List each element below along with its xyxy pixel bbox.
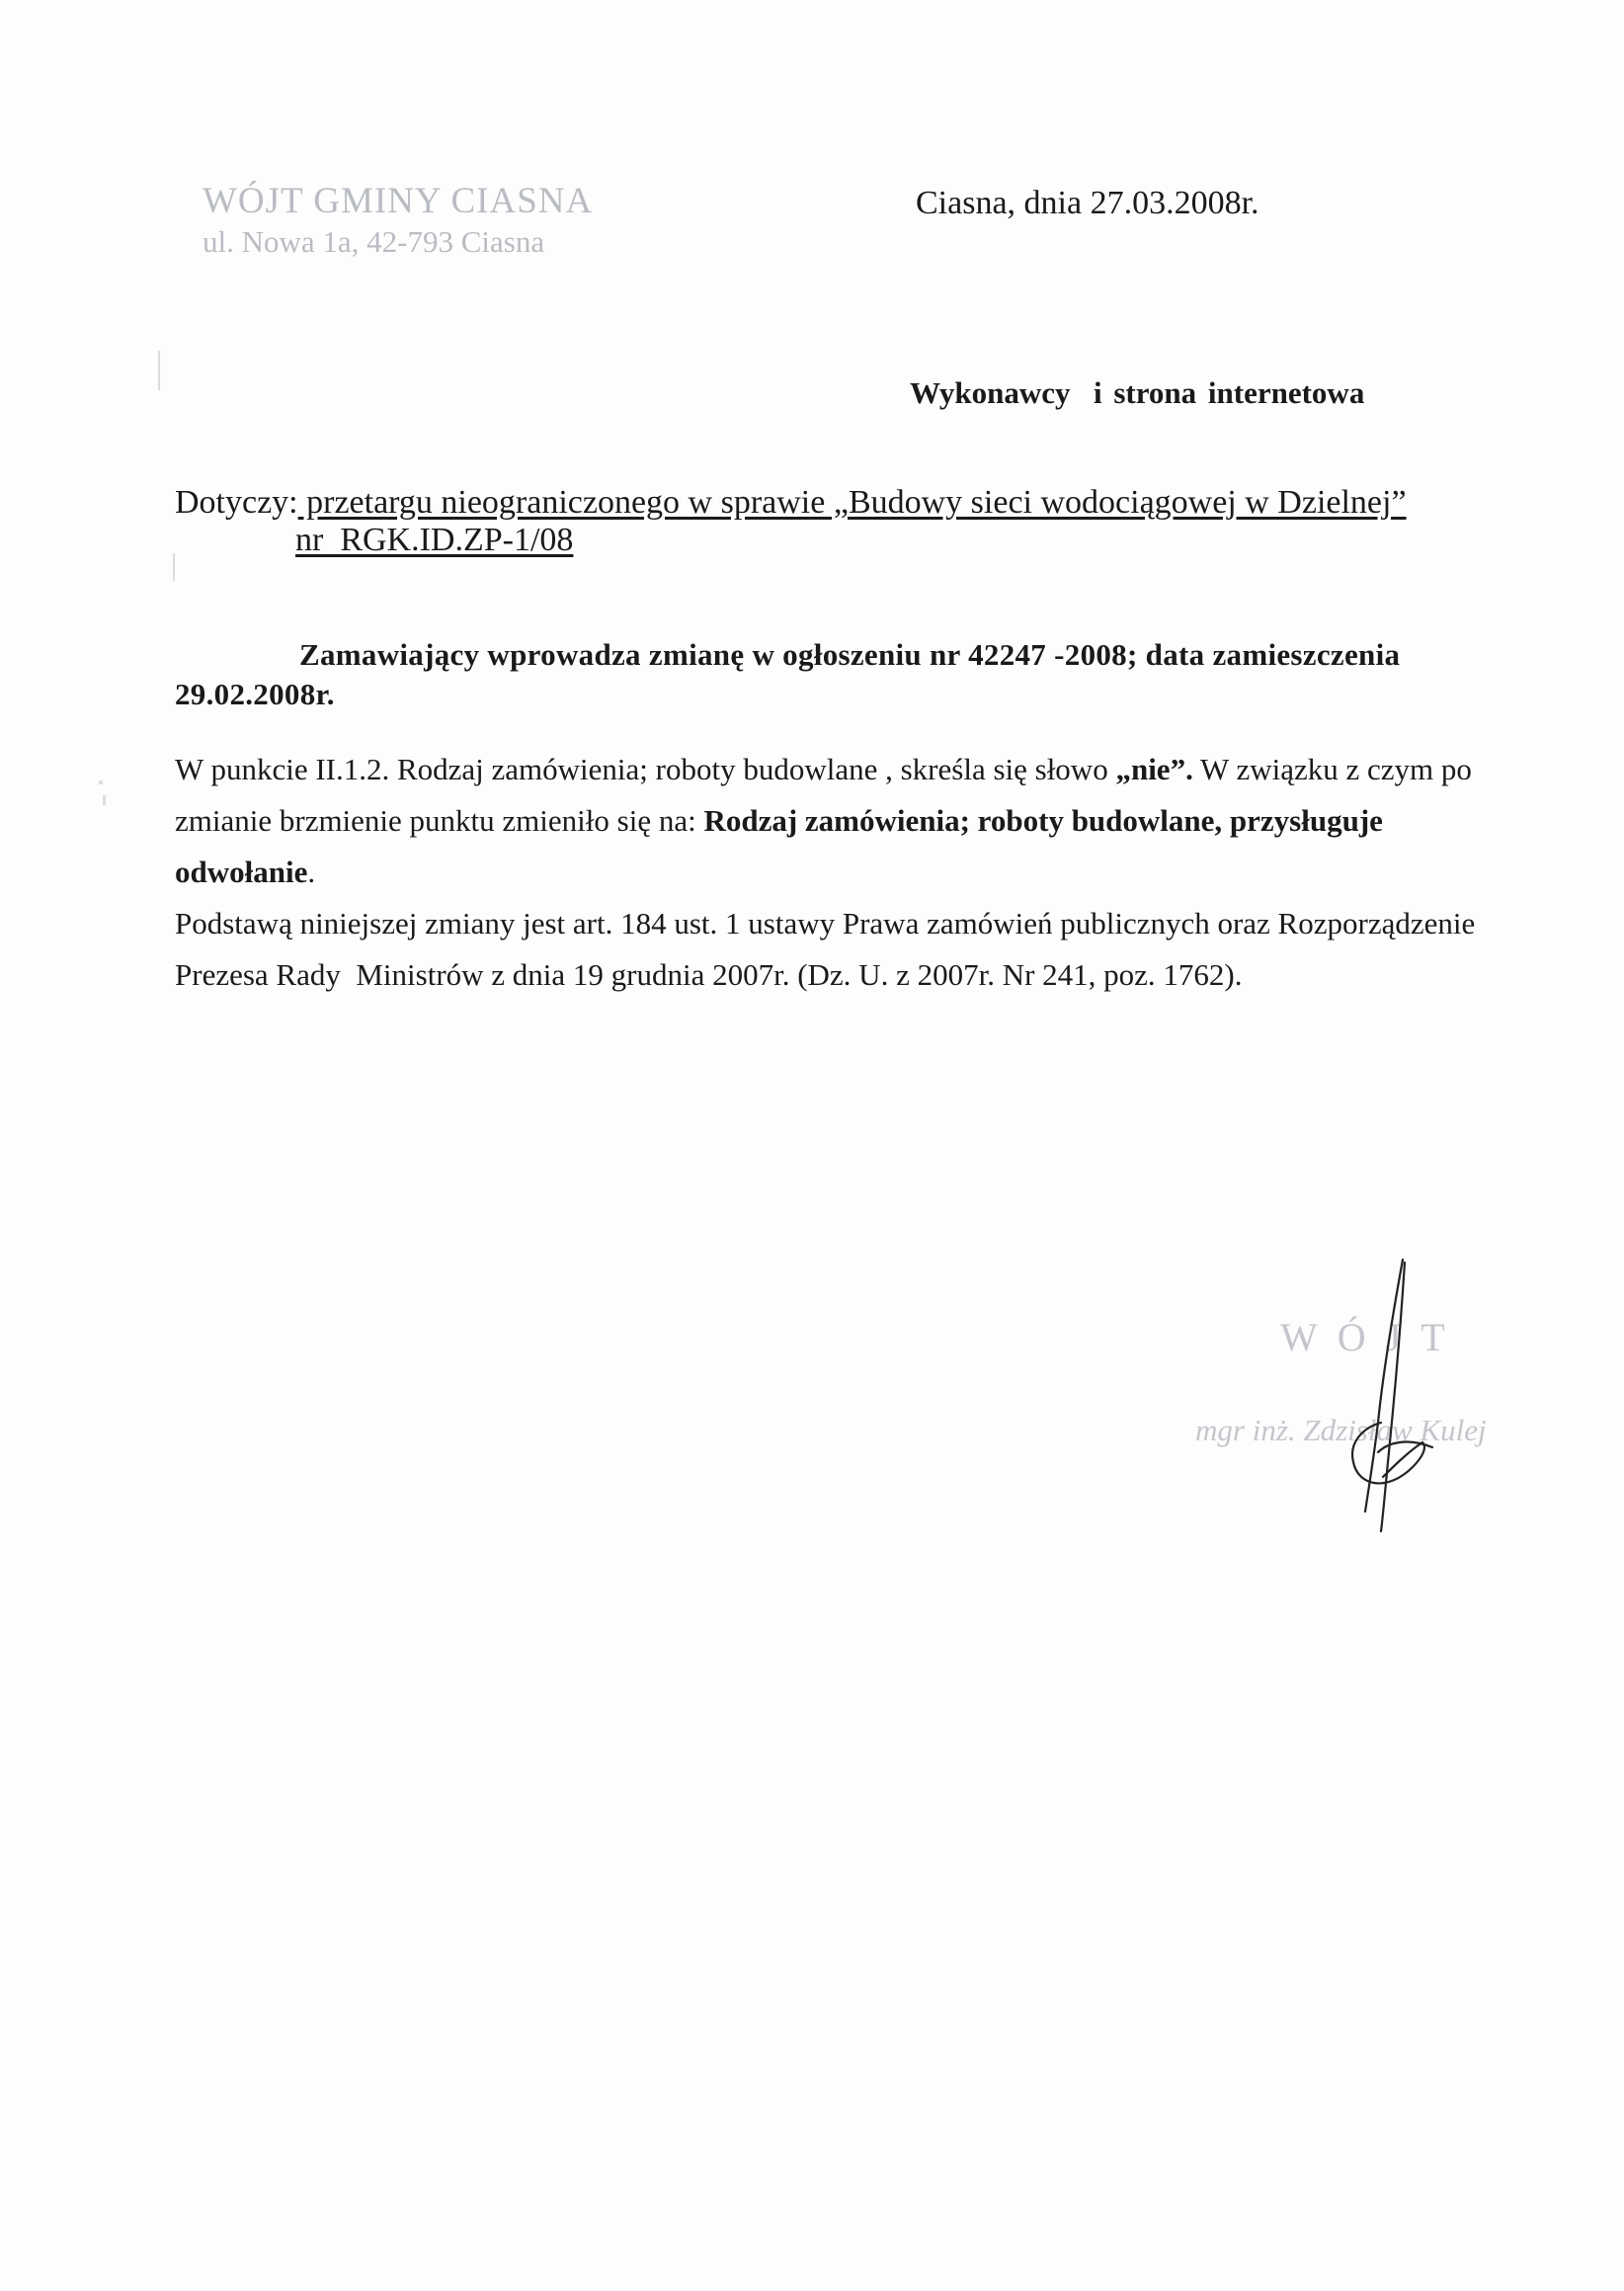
- scan-artifact: [99, 780, 103, 784]
- p1-end: .: [307, 855, 316, 889]
- subject-block: [175, 484, 1407, 559]
- p1-text-a: W punkcie II.1.2. Rodzaj zamówienia; roboty budowlane , skreśla się słowo: [175, 752, 1116, 786]
- heading-line-1: Zamawiający wprowadza zmianę w ogłoszeniu nr 42247 -2008; data zamieszczenia: [299, 637, 1401, 672]
- p1-bold-phrase: Rodzaj zamówienia; roboty budowlane, przysługuje odwołanie: [175, 803, 1383, 889]
- scan-artifact: [173, 553, 175, 581]
- handwritten-signature: [1274, 1255, 1571, 1551]
- signature-name: mgr inż. Zdzisław Kulej: [1195, 1413, 1487, 1447]
- signature-title: WÓJT: [1280, 1315, 1465, 1359]
- letterhead-stamp: [203, 180, 593, 261]
- body-text: [175, 744, 1483, 1001]
- scan-artifact: [103, 795, 106, 805]
- letterhead-address: ul. Nowa 1a, 42-793 Ciasna: [203, 224, 545, 259]
- addressee: Wykonawcy i strona internetowa: [910, 375, 1365, 410]
- p1-bold-word: „nie”.: [1115, 752, 1193, 786]
- amendment-heading: [175, 635, 1479, 714]
- scan-artifact: [158, 351, 160, 390]
- body-paragraph-2: Podstawą niniejszej zmiany jest art. 184 ust. 1 ustawy Prawa zamówień publicznych oraz Rozporządzenie Prezesa Rady Ministrów z dnia 19 grudnia 2007r. (Dz. U. z 2007r. Nr 241, poz. 1762).: [175, 906, 1483, 992]
- body-paragraph-1: [175, 744, 1479, 898]
- subject-label: Dotyczy:: [175, 484, 298, 521]
- letterhead-office: WÓJT GMINY CIASNA: [203, 181, 594, 221]
- p1-text-b: W związku z czym po zmianie brzmienie punktu zmieniło się na:: [175, 752, 1472, 838]
- date-line: Ciasna, dnia 27.03.2008r.: [916, 185, 1259, 221]
- heading-line-2: 29.02.2008r.: [175, 677, 335, 711]
- subject-text: przetargu nieograniczonego w sprawie „Budowy sieci wodociągowej w Dzielnej”: [297, 484, 1407, 521]
- subject-ref: nr RGK.ID.ZP-1/08: [295, 522, 574, 558]
